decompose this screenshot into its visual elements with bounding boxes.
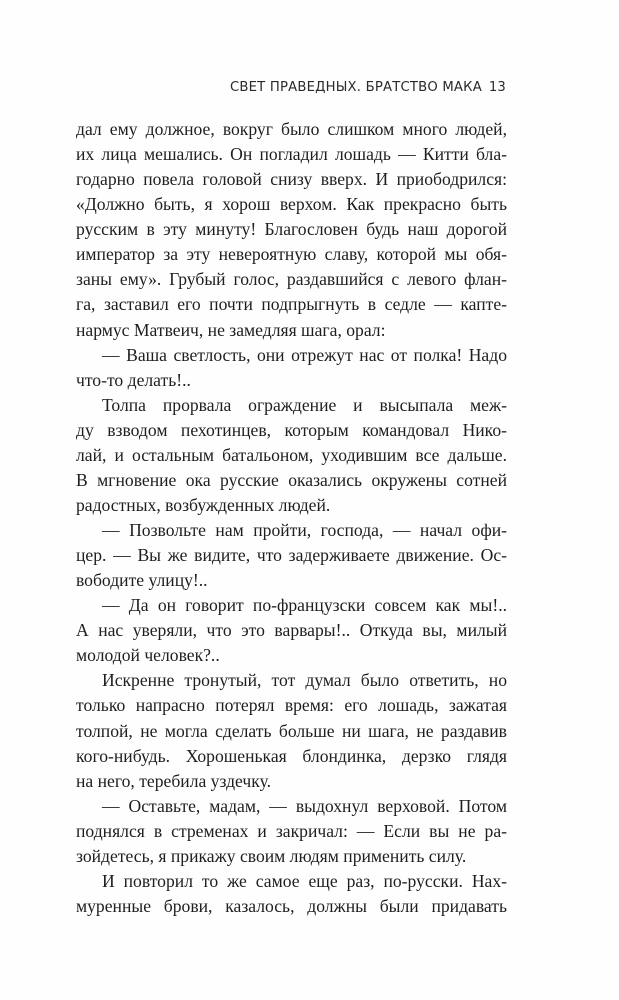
text-line: — Оставьте, мадам, — выдохнул верховой. Потом [102, 795, 507, 816]
text-line: император за эту невероятную славу, которой мы обя- [76, 244, 507, 265]
text-line: В мгновение ока русские оказались окружены сотней [76, 469, 507, 490]
running-head [230, 77, 506, 97]
text-line: вободите улицу!.. [76, 570, 208, 591]
text-line: заны ему». Грубый голос, раздавшийся с левого флан- [76, 269, 507, 290]
text-line: кого-нибудь. Хорошенькая блондинка, дерзко глядя [76, 745, 507, 766]
text-line: Искренне тронутый, тот думал было ответить, но [102, 670, 507, 691]
text-line: дал ему должное, вокруг было слишком много людей, [76, 119, 507, 139]
text-line: И повторил то же самое еще раз, по-русски. Нах- [102, 870, 507, 891]
text-line: что-то делать!.. [76, 369, 191, 390]
text-line: поднялся в стременах и закричал: — Если вы не ра- [76, 820, 507, 841]
text-line: радостных, возбужденных людей. [76, 494, 331, 515]
text-line: Толпа прорвала ограждение и высыпала меж- [102, 394, 507, 415]
text-line: русским в эту минуту! Благословен будь наш дорогой [76, 219, 507, 240]
text-line: ду взводом пехотинцев, которым командовал Нико- [76, 419, 507, 440]
body-text [76, 117, 507, 919]
text-line: только напрасно потерял время: его лошадь, зажатая [76, 695, 507, 716]
text-line: А нас уверяли, что это варвары!.. Откуда вы, милый [76, 620, 507, 641]
text-line: молодой человек?.. [76, 645, 220, 666]
running-head-title: СВЕТ ПРАВЕДНЫХ. БРАТСТВО МАКА [230, 79, 482, 95]
text-line: лай, и остальным батальоном, уходившим все дальше. [76, 444, 507, 465]
text-line: муренные брови, казалось, должны были придавать [76, 895, 507, 916]
text-line: «Должно быть, я хорош верхом. Как прекрасно быть [76, 194, 507, 215]
text-line: — Позвольте нам пройти, господа, — начал офи- [102, 520, 507, 540]
text-line: годарно повела головой снизу вверх. И приободрился: [76, 169, 507, 190]
text-line: зойдетесь, я прикажу своим людям применить силу. [76, 845, 467, 866]
text-line: — Ваша светлость, они отрежут нас от полка! Надо [102, 344, 507, 365]
text-line: га, заставил его почти подпрыгнуть в седле — капте- [76, 294, 507, 315]
text-line: нармус Матвеич, не замедляя шага, орал: [76, 319, 386, 340]
text-line: — Да он говорит по-французски совсем как мы!.. [102, 595, 507, 616]
page-number: 13 [488, 79, 506, 95]
text-line: на него, теребила уздечку. [76, 770, 272, 791]
text-line: цер. — Вы же видите, что задерживаете движение. Ос- [76, 545, 507, 566]
text-line: толпой, не могла сделать больше ни шага, не раздавив [76, 720, 507, 741]
text-line: их лица мешались. Он погладил лошадь — Китти бла- [76, 144, 507, 165]
